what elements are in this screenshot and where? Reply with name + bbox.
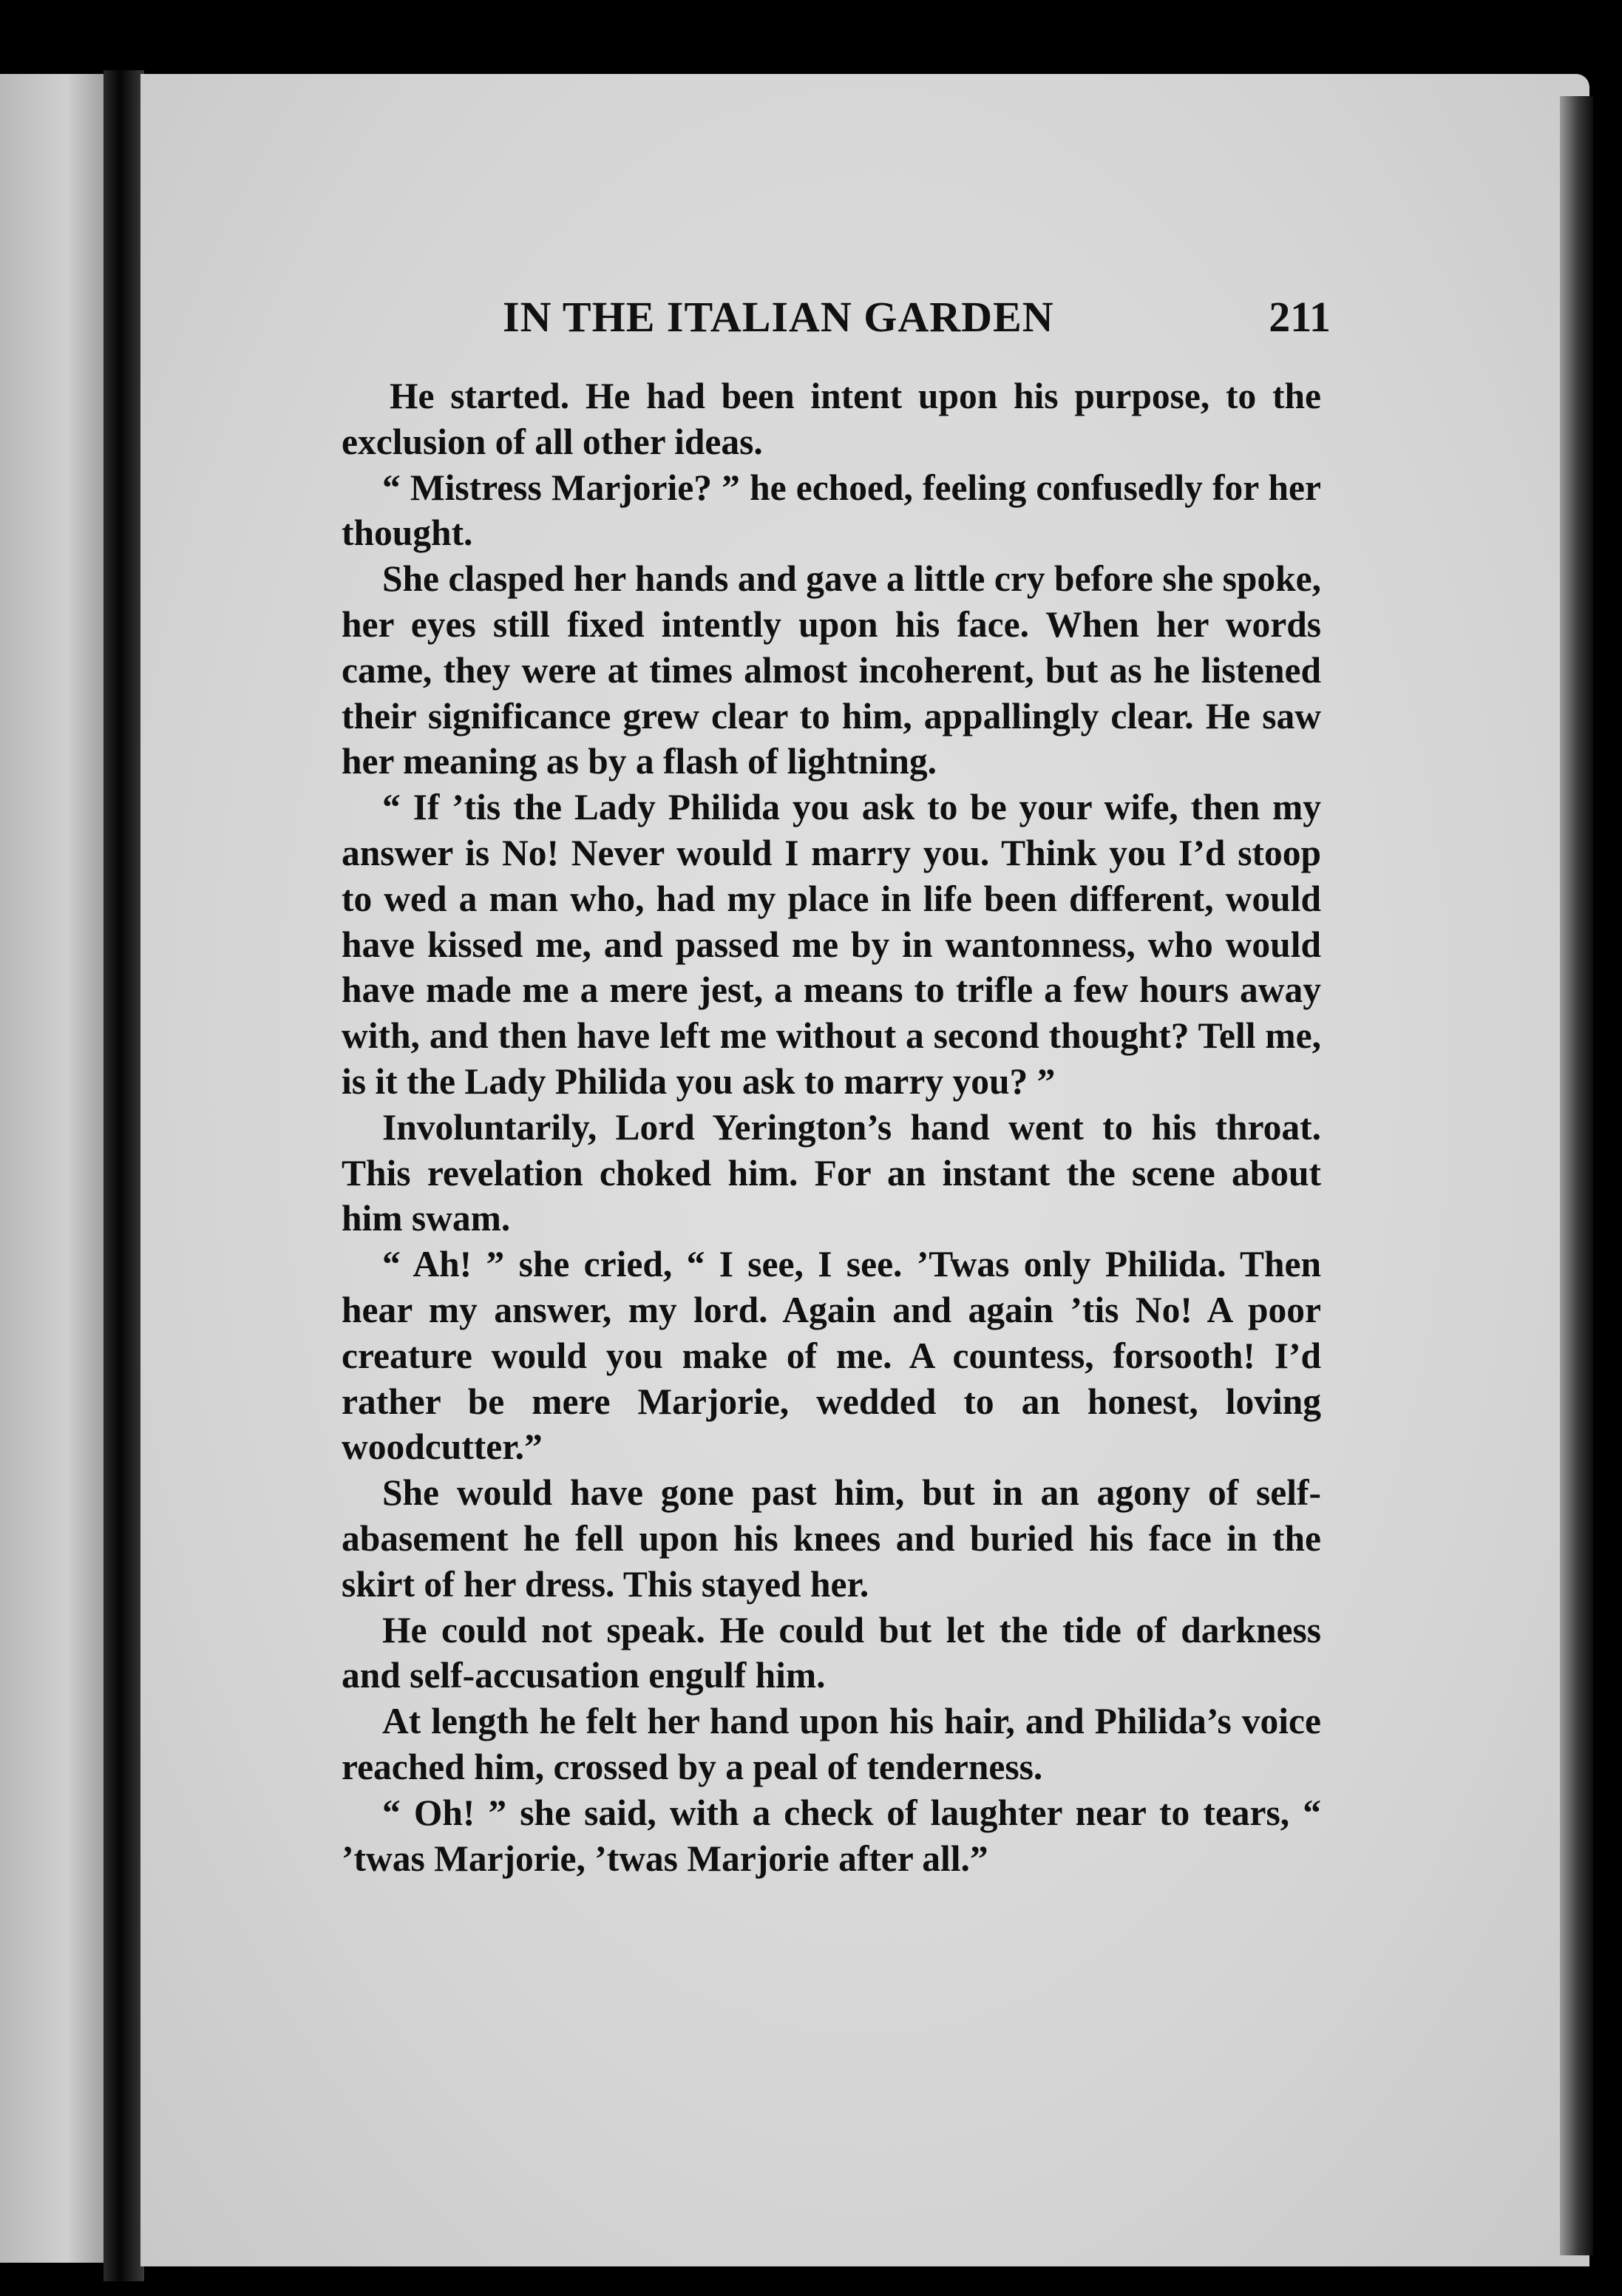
paragraph: “ If ’tis the Lady Philida you ask to be your wife, then my answer is No! Never would I marry you. Think you I’d stoop to wed a man who, had my place in life been different, would have kissed me, and passed me by in wantonness, who would have made me a mere jest, a means to trifle a few hours away with, and then have left me without a second thought? Tell me, is it the Lady Philida you ask to marry you? ” [342, 787, 1321, 1102]
paragraph: “ Ah! ” she cried, “ I see, I see. ’Twas only Philida. Then hear my answer, my lord. Again and again ’tis No! A poor creature would you make of me. A countess, forsooth! I’d rather be mere Marjorie, wedded to an honest, loving woodcutter.” [342, 1244, 1321, 1468]
book-spine-gutter [104, 70, 144, 2281]
paragraph: She would have gone past him, but in an agony of self-abasement he fell upon his knees and buried his face in the skirt of her dress. This stayed her. [342, 1472, 1321, 1605]
running-head [488, 285, 1331, 351]
paragraph: She clasped her hands and gave a little cry before she spoke, her eyes still fixed intently upon his face. When her words came, they were at times almost incoherent, but as he listened their significance grew clear to him, appallingly clear. He saw her meaning as by a flash of lightning. [342, 558, 1321, 782]
paragraph: At length he felt her hand upon his hair, and Philida’s voice reached him, crossed by a peal of tenderness. [342, 1701, 1321, 1787]
paragraph: He could not speak. He could but let the tide of darkness and self-accusation engulf him. [342, 1609, 1321, 1696]
paragraph: He started. He had been intent upon his purpose, to the exclusion of all other ideas. [342, 376, 1321, 462]
page-number: 211 [1269, 293, 1331, 341]
paragraph: Involuntarily, Lord Yerington’s hand went to his throat. This revelation choked him. For an instant the scene about him swam. [342, 1106, 1321, 1239]
body-text [342, 373, 1321, 1881]
paragraph: “ Mistress Marjorie? ” he echoed, feeling confusedly for her thought. [342, 467, 1321, 554]
facing-page-edge [0, 74, 111, 2263]
paragraph: “ Oh! ” she said, with a check of laughter near to tears, “ ’twas Marjorie, ’twas Marjorie after all.” [342, 1792, 1321, 1879]
page-edge-shadow [1560, 96, 1593, 2255]
running-head-title: IN THE ITALIAN GARDEN [503, 293, 1054, 341]
